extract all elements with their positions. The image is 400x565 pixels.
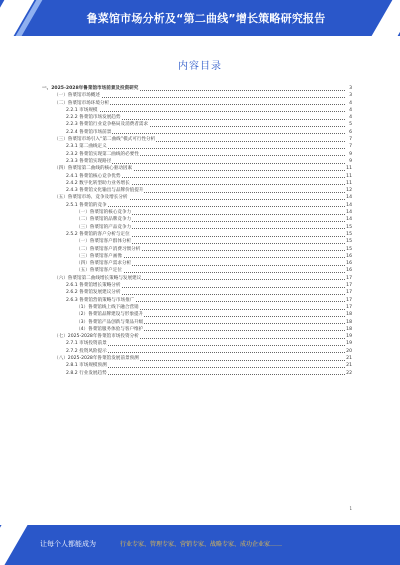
toc-entry-title: （4）鲁菜馆服务体验与客户维护	[76, 326, 144, 332]
toc-entry-page: 11	[346, 173, 352, 179]
toc-entry[interactable]	[42, 100, 352, 107]
toc-entry-title: （二）鲁菜馆市场环境分析	[54, 100, 110, 106]
toc-entry[interactable]	[42, 333, 352, 340]
toc-entry[interactable]	[42, 136, 352, 143]
toc-entry[interactable]	[42, 275, 352, 282]
toc-entry-title: （五）鲁菜馆客户定位	[76, 268, 122, 274]
toc-entry-page: 15	[346, 224, 352, 230]
toc-entry[interactable]	[42, 340, 352, 347]
toc-entry-title: 2.6.3 鲁菜馆营销策略与市场推广	[66, 297, 135, 303]
toc-entry-title: 2.6.2 鲁菜馆发展建议分析	[66, 290, 121, 296]
toc-entry-title: 2.7.2 投资风险提示	[66, 348, 107, 354]
toc-entry-page: 11	[346, 166, 352, 172]
toc-entry[interactable]	[42, 282, 352, 289]
toc-entry-title: （三）鲁菜馆的产品竞争力	[76, 224, 132, 230]
toc-entry[interactable]	[42, 158, 352, 165]
toc-entry-title: 2.5.1 鲁菜馆的竞争	[66, 202, 107, 208]
toc-entry-page: 11	[346, 180, 352, 186]
toc-entry[interactable]	[42, 319, 352, 326]
toc-entry-page: 16	[346, 253, 352, 259]
toc-heading: 内容目录	[178, 61, 222, 72]
toc-entry[interactable]	[42, 231, 352, 238]
toc-entry-page: 16	[346, 268, 352, 274]
toc-entry[interactable]	[42, 304, 352, 311]
toc-entry[interactable]	[42, 202, 352, 209]
page-number: 1	[349, 506, 352, 511]
report-title: 鲁菜馆市场分析及“第二曲线”增长策略研究报告	[86, 12, 326, 25]
toc-entry-page: 17	[346, 304, 352, 310]
toc-entry-title: （四）鲁菜馆客户需求分析	[76, 261, 132, 267]
toc-entry-title: 2.7.1 市场投资前景	[66, 341, 107, 347]
toc-entry[interactable]	[42, 326, 352, 333]
toc-entry-title: 2.3.1 第二曲线定义	[66, 144, 107, 150]
toc-entry[interactable]	[42, 355, 352, 362]
toc-entry[interactable]	[42, 165, 352, 172]
toc-entry-page: 21	[346, 363, 352, 369]
toc-entry-title: 2.5.2 鲁菜馆的客户分析与定位	[66, 231, 130, 237]
footer-tags: 行业专家、管理专家、营销专家、战略专家、成功企业家……	[120, 541, 283, 548]
toc-entry-page: 17	[346, 283, 352, 289]
toc-entry-title: 2.2.3 鲁菜馆行业竞争格局及消费者需求	[66, 122, 149, 128]
banner-decoration-right	[372, 0, 400, 36]
toc-leader-dots	[66, 374, 345, 375]
toc-entry-title: 2.2.2 鲁菜馆市场发展趋势	[66, 115, 121, 121]
toc-entry-title: 2.8.1 市场规模预测	[66, 363, 107, 369]
toc-entry-title: 2.2.1 市场规模	[66, 107, 98, 113]
toc-entry-page: 14	[346, 210, 352, 216]
toc-entry-title: （四）鲁菜馆第二曲线的核心驱动因素	[54, 166, 133, 172]
toc-entry-title: （一）鲁菜馆市场概述	[54, 93, 100, 99]
toc-entry[interactable]	[42, 246, 352, 253]
toc-entry-title: （八）2025-2028年鲁菜馆发展前景预测	[54, 355, 139, 361]
toc-entry-page: 14	[346, 195, 352, 201]
toc-entry-title: （三）鲁菜馆市场引入“第二曲线”模式可行性分析	[54, 137, 156, 143]
toc-entry-page: 7	[345, 136, 352, 143]
toc-entry[interactable]	[42, 129, 352, 136]
toc-entry[interactable]	[42, 311, 352, 318]
toc-entry[interactable]	[42, 267, 352, 274]
toc-entry-title: 一、2025-2028年鲁菜馆市场前景及投资研究	[42, 86, 139, 91]
toc-leader-dots	[66, 111, 345, 112]
toc-entry-page: 5	[345, 121, 352, 128]
toc-entry-title: 2.4.2 数字化转型助力业务增长	[66, 180, 130, 186]
footer-banner	[0, 525, 400, 565]
toc-entry-page: 14	[346, 202, 352, 208]
toc-entry-page: 4	[345, 100, 352, 107]
toc-entry-page: 22	[346, 370, 352, 376]
toc-entry[interactable]	[42, 121, 352, 128]
toc-entry-title: （二）鲁菜馆客户消费习惯分析	[76, 246, 141, 252]
toc-entry-title: 2.2.4 鲁菜馆市场前景	[66, 129, 112, 135]
toc-leader-dots	[66, 345, 345, 346]
toc-entry-page: 19	[346, 341, 352, 347]
toc-entry[interactable]	[42, 253, 352, 260]
toc-entry[interactable]	[42, 289, 352, 296]
toc-entry-page: 18	[346, 319, 352, 325]
toc-entry[interactable]	[42, 216, 352, 223]
toc-entry-page: 9	[345, 158, 352, 165]
toc-entry[interactable]	[42, 370, 352, 377]
toc-entry[interactable]	[42, 107, 352, 114]
toc-entry-page: 18	[346, 312, 352, 318]
toc-entry-title: 2.8.2 行业发展趋势	[66, 370, 107, 376]
toc-entry-title: （一）鲁菜馆的核心竞争力	[76, 210, 132, 216]
toc-leader-dots	[66, 367, 345, 368]
toc-entry[interactable]	[42, 85, 352, 92]
toc-entry-title: （三）鲁菜馆客户画像	[76, 253, 122, 259]
toc-entry-page: 21	[346, 355, 352, 361]
toc-entry[interactable]	[42, 187, 352, 194]
toc-entry-page: 20	[346, 348, 352, 354]
toc-entry-page: 19	[346, 334, 352, 340]
toc-entry[interactable]	[42, 297, 352, 304]
toc-leader-dots	[66, 352, 345, 353]
toc-entry-title: （五）鲁菜馆市场、竞争及增长分析	[54, 195, 128, 201]
toc-entry[interactable]	[42, 209, 352, 216]
toc-entry[interactable]	[42, 180, 352, 187]
toc-entry[interactable]	[42, 238, 352, 245]
toc-entry-title: （2）鲁菜馆品牌建设与形象提升	[76, 312, 144, 318]
toc-entry[interactable]	[42, 194, 352, 201]
toc-entry-page: 17	[346, 297, 352, 303]
toc-entry-title: （七）2025-2028年鲁菜馆市场投资分析	[54, 334, 139, 340]
toc-entry[interactable]	[42, 114, 352, 121]
toc-entry-title: （六）鲁菜馆第二曲线增长策略与发展建议	[54, 275, 142, 281]
toc-entry[interactable]	[42, 173, 352, 180]
toc-entry-title: （1）鲁菜馆线上线下融合营销	[76, 304, 139, 310]
toc-entry-page: 4	[345, 107, 352, 114]
toc-entry-page: 14	[346, 217, 352, 223]
toc-entry-title: 2.4.3 鲁菜馆文化输出与品牌价值提升	[66, 188, 144, 194]
toc-entry-title: （3）鲁菜馆产品创新与菜品升级	[76, 319, 144, 325]
toc-entry-page: 6	[345, 129, 352, 136]
toc-entry-page: 4	[345, 114, 352, 121]
toc-entry-title: 2.3.3 鲁菜馆实现路径	[66, 158, 112, 164]
toc-entry-page: 9	[345, 151, 352, 158]
toc-entry[interactable]	[42, 362, 352, 369]
toc-entry-page: 16	[346, 261, 352, 267]
toc-entry-page: 3	[345, 92, 352, 99]
toc-entry[interactable]	[42, 143, 352, 150]
toc-entry-title: 2.6.1 鲁菜馆增长策略分析	[66, 283, 121, 289]
toc-entry[interactable]	[42, 92, 352, 99]
toc-entry-page: 17	[346, 290, 352, 296]
toc-entry[interactable]	[42, 348, 352, 355]
toc-entry-title: （二）鲁菜馆的品牌竞争力	[76, 217, 132, 223]
toc-entry-page: 12	[346, 188, 352, 194]
toc-entry-page: 18	[346, 326, 352, 332]
toc-entry[interactable]	[42, 151, 352, 158]
footer-decoration	[0, 525, 28, 565]
toc-entry-page: 3	[345, 85, 352, 92]
toc-entry-page: 15	[346, 239, 352, 245]
toc-entry-page: 7	[345, 143, 352, 150]
toc-entry-title: 2.4.1 鲁菜馆核心竞争优势	[66, 173, 121, 179]
toc-leader-dots	[66, 206, 345, 207]
toc-entry-page: 15	[346, 231, 352, 237]
toc-entry-title: 2.3.2 鲁菜馆实现第二曲线的必要性	[66, 151, 139, 157]
toc-entry-title: （一）鲁菜馆客户群体分析	[76, 239, 132, 245]
toc-entry-page: 17	[346, 275, 352, 281]
header-banner	[0, 0, 400, 36]
toc-leader-dots	[66, 148, 345, 149]
toc-entry-page: 15	[346, 246, 352, 252]
table-of-contents	[42, 85, 352, 377]
toc-entry[interactable]	[42, 260, 352, 267]
footer-slogan: 让每个人都能成为	[40, 540, 96, 548]
toc-entry[interactable]	[42, 224, 352, 231]
